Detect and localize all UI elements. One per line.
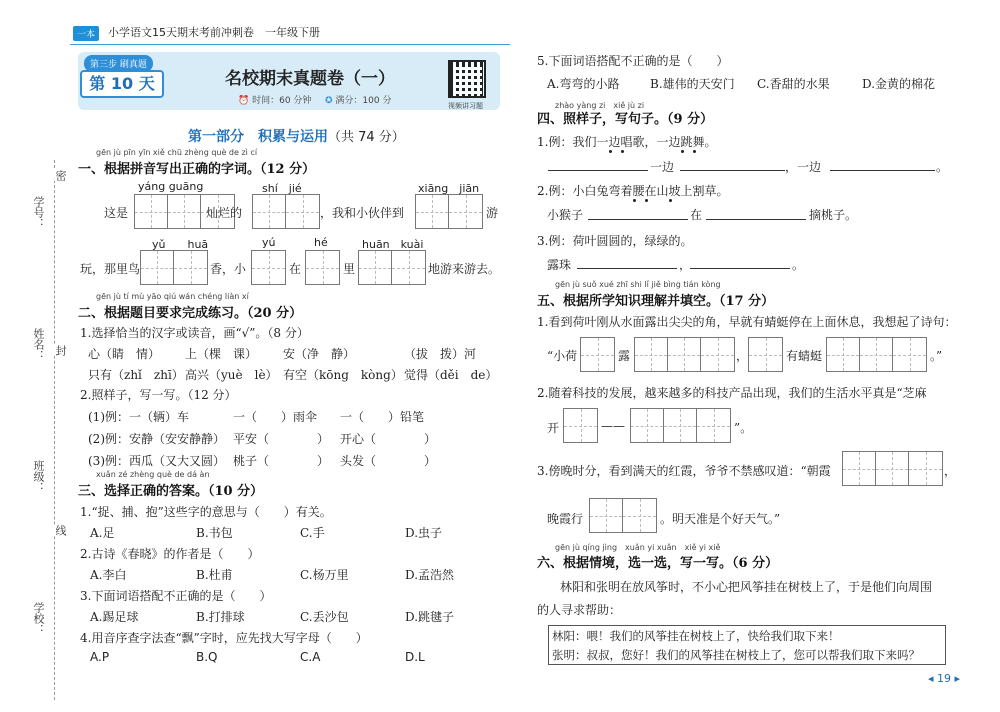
s2-q2a2: 一（ ）铅笔 (340, 410, 425, 424)
s5-q1b3: 有蜻蜓 (786, 349, 823, 363)
s4-q1b1: ，一边 (785, 160, 822, 174)
series-title: 小学语文15天期末考前冲刺卷 一年级下册 (108, 26, 320, 39)
dialog-line-2[interactable]: 张明：叔叔，您好！我们的风筝挂在树枝上了，您可以帮我们取下来吗？ (552, 648, 920, 662)
s4-title: 四、照样子，写句子。（9 分） (537, 112, 714, 127)
name-label: 姓名： (32, 328, 45, 361)
s3-q1o3: D.虫子 (405, 526, 443, 540)
s3-q1o1: B.书包 (196, 526, 233, 540)
s5-q1b4: 。” (930, 349, 943, 363)
s4-q2: 2.例：小白兔弯着腰在山坡上割草。 (537, 184, 729, 198)
s2-q2a0: (1)例：一（辆）车 (88, 410, 189, 424)
s1-text6: 香，小 (210, 262, 247, 276)
s4-q1: 1.例：我们一边唱歌，一边跳舞。 (537, 135, 717, 149)
answer-grid[interactable] (563, 408, 598, 443)
s5-q1: 1.看到荷叶刚从水面露出尖尖的角，早就有蜻蜓停在上面休息，我想起了诗句： (537, 315, 957, 329)
answer-grid[interactable] (748, 337, 783, 372)
s3-q3o0: A.踢足球 (90, 610, 139, 624)
s1-text7: 在 (289, 262, 302, 276)
s2-q1a1: 上（棵 课） (185, 347, 258, 361)
s3-q3: 3.下面词语搭配不正确的是（ ） (80, 589, 272, 603)
answer-grid[interactable] (842, 451, 943, 486)
s3-q1o0: A.足 (90, 526, 115, 540)
s2-q1b1: 高兴（yuè lè） (185, 368, 278, 382)
answer-line[interactable] (690, 268, 790, 269)
s3-q3o2: C.丢沙包 (300, 610, 349, 624)
s3-q5o0: A.弯弯的小路 (547, 77, 620, 91)
answer-line[interactable] (577, 268, 677, 269)
s3-q2: 2.古诗《春晓》的作者是（ ） (80, 547, 260, 561)
answer-line[interactable] (830, 170, 935, 171)
s4-q2b0: 小猴子 (547, 208, 584, 222)
s2-q1a3: （拔 拨）河 (404, 347, 477, 361)
class-label: 班级： (32, 460, 45, 493)
page-number-text: 19 (937, 672, 952, 685)
answer-line[interactable] (588, 219, 688, 220)
s4-q2b2: 摘桃子。 (809, 208, 858, 222)
s1-title: 一、根据拼音写出正确的字词。（12 分） (78, 162, 316, 177)
s1-py7: huān kuài (362, 238, 424, 251)
answer-grid[interactable] (251, 250, 286, 285)
s3-q4o0: A.P (90, 650, 110, 664)
s6-p1: 林阳和张明在放风筝时，不小心把风筝挂在树枝上了，于是他们向周围 (560, 580, 933, 594)
step-badge: 第三步 刷真题 (84, 55, 153, 72)
s4-q3b0: 露珠 (547, 258, 572, 272)
answer-grid[interactable] (630, 408, 731, 443)
s3-q3o1: B.打排球 (196, 610, 245, 624)
s1-py1: yáng guāng (138, 180, 204, 193)
s3-q5o3: D.金黄的棉花 (862, 77, 936, 91)
s3-q2o0: A.李白 (90, 568, 127, 582)
s2-q1b0: 只有（zhǐ zhī） (88, 368, 184, 382)
s2-title: 二、根据题目要求完成练习。（20 分） (78, 306, 303, 321)
xian-mark: 线 (54, 525, 67, 536)
header-rule (70, 44, 510, 45)
s3-pinyin: xuǎn zé zhèng què de dá àn (96, 470, 210, 479)
s2-q1a2: 安（净 静） (283, 347, 356, 361)
paper-title: 名校期末真题卷（一） (225, 69, 395, 89)
s2-q2b1: 平安（ ） (233, 432, 330, 446)
s4-q2b1: 在 (690, 208, 703, 222)
s1-py5: yú (262, 236, 276, 249)
answer-grid[interactable] (140, 250, 208, 285)
s2-q2b2: 开心（ ） (340, 432, 437, 446)
s3-q4: 4.用音序查字法查“飘”字时，应先找大写字母（ ） (80, 631, 368, 645)
answer-line[interactable] (548, 170, 648, 171)
clock-icon: ⏰ (238, 96, 250, 106)
s3-q4o1: B.Q (196, 650, 218, 664)
s3-q4o2: C.A (300, 650, 321, 664)
s5-q2b1: —— (601, 419, 625, 433)
s4-q1b0: 一边 (650, 160, 675, 174)
answer-grid[interactable] (305, 250, 340, 285)
s6-pinyin: gēn jù qíng jìng xuǎn yi xuǎn xiě yi xiě (555, 543, 721, 552)
s5-title: 五、根据所学知识理解并填空。（17 分） (537, 294, 775, 309)
s3-title: 三、选择正确的答案。（10 分） (78, 484, 264, 499)
s3-q3o3: D.跳毽子 (405, 610, 455, 624)
s4-q3b1: ， (679, 258, 692, 272)
s4-q3: 3.例：荷叶圆圆的，绿绿的。 (537, 234, 693, 248)
s3-q2o1: B.杜甫 (196, 568, 233, 582)
s3-q5: 5.下面词语搭配不正确的是（ ） (537, 54, 729, 68)
s6-title: 六、根据情境，选一选，写一写。（6 分） (537, 556, 779, 571)
s1-text2: 灿烂的 (206, 206, 243, 220)
s2-q2c1: 桃子（ ） (233, 454, 330, 468)
s5-q1b2: ， (736, 349, 749, 363)
s3-q2o2: C.杨万里 (300, 568, 349, 582)
s3-q5o1: B.雄伟的天安门 (650, 77, 735, 91)
s1-text1: 这是 (104, 206, 129, 220)
s2-q1b2: 有空（kōng kòng） (283, 368, 403, 382)
answer-line[interactable] (680, 170, 785, 171)
s2-q2a1: 一（ ）雨伞 (233, 410, 318, 424)
s5-q2b0: 开 (547, 421, 560, 435)
s5-pinyin: gēn jù suǒ xué zhī shi lǐ jiě bìng tián kòng (555, 280, 721, 289)
s1-text9: 地游来游去。 (428, 262, 501, 276)
day-badge: 第 10 天 (80, 70, 164, 98)
s2-q2c2: 头发（ ） (340, 454, 437, 468)
seal-mark: 密 (54, 170, 67, 181)
s3-q1: 1.“捉、捕、抱”这些字的意思与（ ）有关。 (80, 505, 332, 519)
s3-q5o2: C.香甜的水果 (757, 77, 830, 91)
s5-q2b2: ”。 (734, 421, 753, 435)
dialog-line-1[interactable]: 林阳：喂！我们的风筝挂在树枝上了，快给我们取下来！ (552, 629, 840, 643)
qr-code[interactable] (448, 60, 486, 98)
s1-py3: xiāng jiān (418, 182, 480, 195)
s1-py6: hé (314, 236, 328, 249)
feng-mark: 封 (54, 345, 67, 356)
time-label (238, 93, 311, 106)
answer-grid[interactable] (580, 337, 615, 372)
answer-grid[interactable] (826, 337, 927, 372)
s4-pinyin: zhào yàng zi xiě jù zi (555, 101, 645, 110)
school-label: 学校： (32, 602, 45, 635)
s5-q3b2: 。明天准是个好天气。” (660, 512, 781, 526)
s4-q1b2: 。 (936, 160, 949, 174)
s6-p2: 的人寻求帮助： (537, 603, 622, 617)
answer-grid[interactable] (589, 498, 657, 533)
s2-q1b3: 觉得（děi de） (404, 368, 498, 382)
score-text: 满分：100 分 (335, 96, 392, 106)
s3-q1o2: C.手 (300, 526, 325, 540)
s5-q3b1: 晚霞行 (547, 512, 584, 526)
s2-q1a0: 心（睛 情） (88, 347, 161, 361)
s2-q1: 1.选择恰当的汉字或读音，画“√”。（8 分） (80, 326, 309, 340)
s1-text5: 玩，那里鸟 (80, 262, 141, 276)
exam-no-label: 学号： (32, 196, 45, 229)
s4-q3b2: 。 (792, 258, 805, 272)
answer-line[interactable] (706, 219, 806, 220)
s2-pinyin: gēn jù tí mù yāo qiú wán chéng liàn xí (96, 292, 249, 301)
score-icon: ✪ (325, 96, 333, 106)
s1-text3: ，我和小伙伴到 (320, 206, 405, 220)
s2-q2c0: (3)例：西瓜（又大又圆） (88, 454, 225, 468)
binding-line (54, 160, 55, 700)
s3-q4o3: D.L (405, 650, 425, 664)
part-title: 第一部分 积累与运用（共 74 分） (188, 129, 405, 145)
s5-q1b0: “小荷 (547, 349, 578, 363)
s1-py4: yǔ huā (152, 238, 209, 251)
s1-text4: 游 (486, 206, 499, 220)
qr-label: 视频讲习题 (448, 102, 483, 110)
brand-logo: 一本 (73, 26, 99, 41)
s1-pinyin: gēn jù pīn yīn xiě chū zhèng què de zì cí (96, 148, 258, 157)
s2-q2: 2.照样子，写一写。（12 分） (80, 388, 237, 402)
answer-grid[interactable] (634, 337, 735, 372)
s5-q3b0: ， (944, 464, 957, 478)
s5-q2: 2.随着科技的发展，越来越多的科技产品出现，我们的生活水平真是“芝麻 (537, 386, 927, 400)
s5-q3: 3.傍晚时分，看到满天的红霞，爷爷不禁感叹道：“朝霞 (537, 464, 831, 478)
s5-q1b1: 露 (618, 349, 631, 363)
answer-grid[interactable] (415, 194, 483, 229)
s2-q2b0: (2)例：安静（安安静静） (88, 432, 225, 446)
answer-grid[interactable] (252, 194, 320, 229)
answer-grid[interactable] (358, 250, 426, 285)
s1-text8: 里 (343, 262, 356, 276)
s3-q2o3: D.孟浩然 (405, 568, 455, 582)
score-label (325, 93, 391, 106)
s1-py2: shí jié (262, 182, 302, 195)
time-text: 时间：60 分钟 (252, 96, 312, 106)
page-number: ◂ 19 ▸ (928, 672, 961, 685)
